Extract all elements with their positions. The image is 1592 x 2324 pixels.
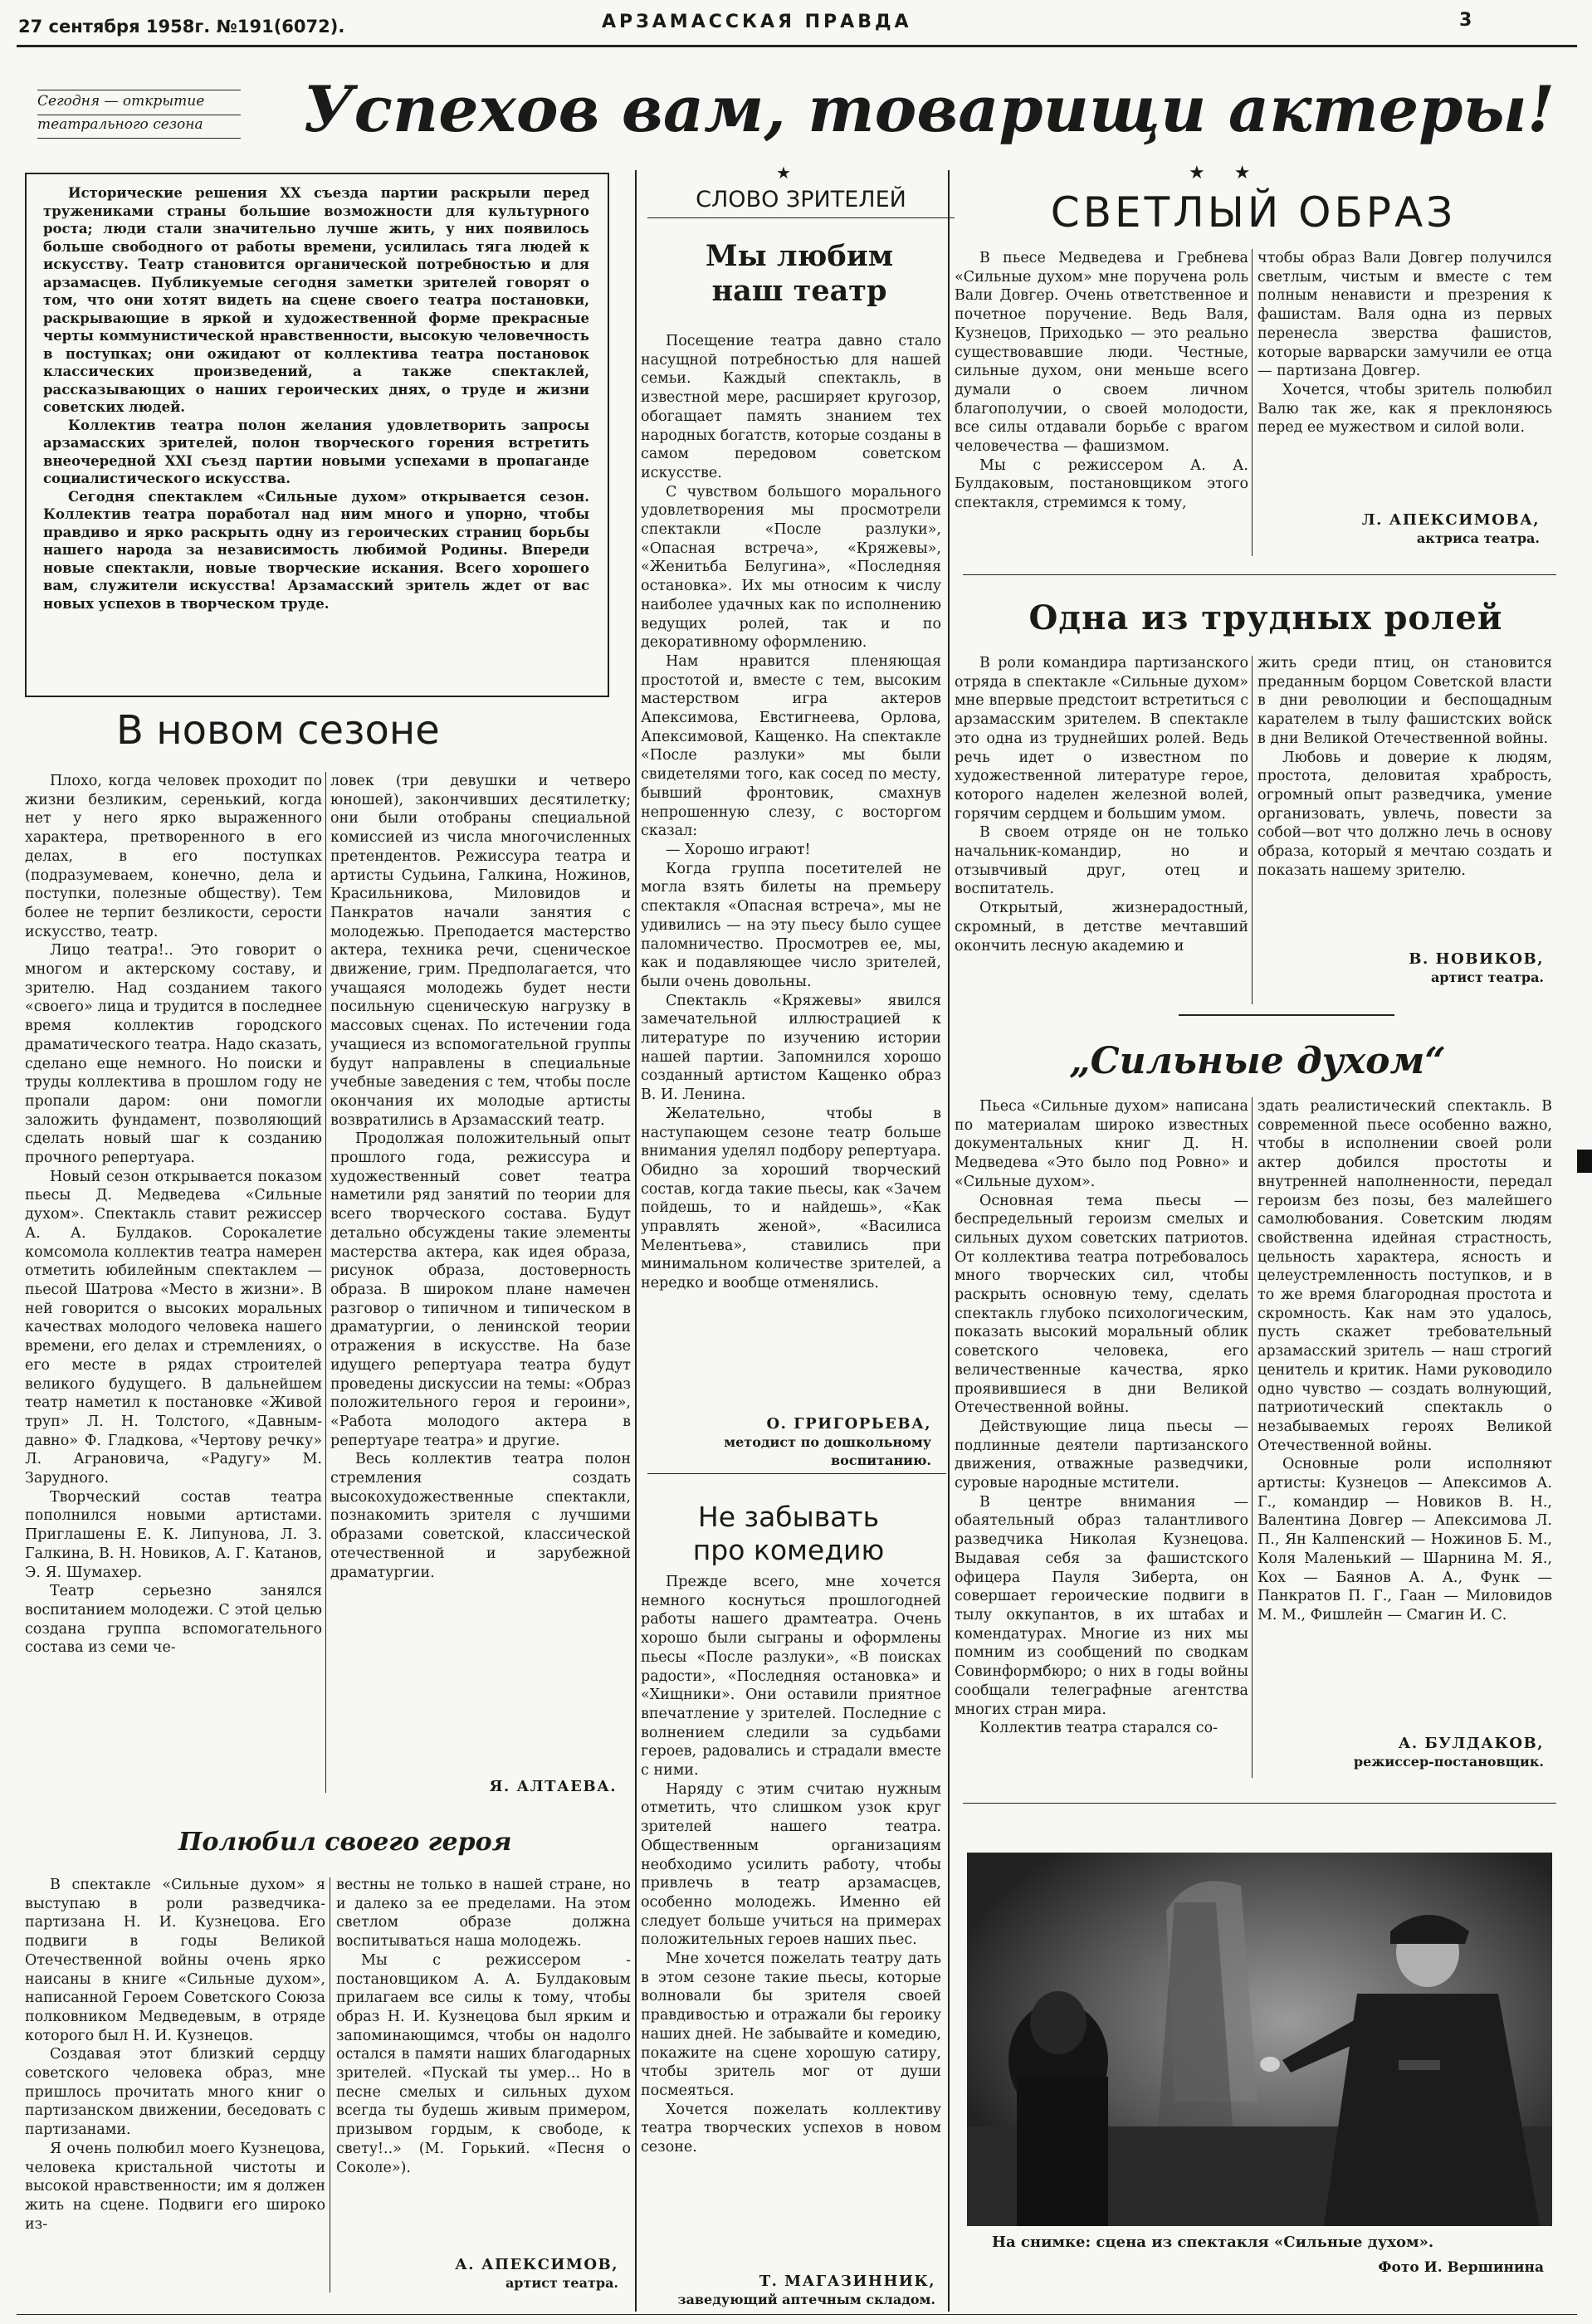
rubric-star-icon: ★: [776, 163, 791, 183]
author-name: Я. АЛТАЕВА.: [489, 1778, 617, 1795]
comedy-paragraph: Хочется пожелать коллективу театра творческих успехов в новом сезоне.: [641, 2101, 941, 2156]
bright-signature: [1257, 511, 1540, 548]
intro-paragraph: Коллектив театра полон желания удовлетворить запросы арзамасских зрителей, полон творческого горения встретить внеочередной XXI съезд партии новыми успехами в пропаганде социалистического искусства.: [43, 417, 589, 486]
hardrole-signature: [1257, 950, 1544, 987]
author-name: А. БУЛДАКОВ,: [1398, 1735, 1544, 1752]
viewers-paragraph: С чувством большого морального удовлетворения мы просмотрели спектакли «После разлуки», «Опасная встреча», «Кряжевы», «Женитьба Белугина», «Последняя остановка». Их мы относим к числу наиболее удачных как по исполнению ведущих ролей, так и по декоративному оформлению.: [641, 483, 941, 652]
viewers-paragraph: Желательно, чтобы в наступающем сезоне театр больше внимания уделял подбору репертуара. Обидно за хороший творческий состав, когда такие пьесы, как «Зачем пойдешь, то и найдешь», «Как управлять женой», «Василиса Мелентьева», ставились при минимальном количестве зрителей, а нередко и вообще отменялись.: [641, 1105, 941, 1292]
new-season-paragraph: Плохо, когда человек проходит по жизни безликим, серенький, когда нет у него ярко выраженного характера, претворенного в его делах, в его поступках (подразумеваем, конечно, дела и поступки, полезные обществу). Тем более не терпит безликости, серости искусство, театр.: [25, 773, 322, 940]
strong-title: „Сильные духом“: [1069, 1040, 1446, 1082]
column-rule: [635, 170, 637, 2312]
comedy-title-line: про комедию: [692, 1534, 885, 1566]
hero-paragraph: вестны не только в нашей стране, но и далеко за ее пределами. На этом светлом образе должна воспитываться наша молодежь.: [336, 1877, 631, 1950]
new-season-title: В новом сезоне: [116, 707, 440, 754]
bright-title: СВЕТЛЫЙ ОБРАЗ: [1050, 188, 1457, 237]
page-number: 3: [1459, 10, 1472, 31]
viewers-paragraph: Когда группа посетителей не могла взять билеты на премьеру спектакля «Опасная встреча», мы не удивились — на эту пьесу было сущее паломничество. Просмотрев ее, мы, как и подавляющее число зрителей, были очень довольны.: [641, 860, 941, 990]
hero-title: Полюбил своего героя: [178, 1828, 512, 1857]
new-season-paragraph: Продолжая положительный опыт прошлого года, режиссура и художественный совет театра наметили ряд занятий по теории для всего творческого состава. Будут детально обсуждены такие элементы мастерства актера, как идея образа, рисунок образа, достоверность образа. В широком плане намечен разговор о типичном и типическом в драматургии, о ленинской теории отражения в искусстве. На базе идущего репертуара театра будут проведены дискуссии на темы: «Образ положительного героя и героини», «Работа молодого актера в репертуаре театра» и другие.: [330, 1130, 631, 1449]
intro-paragraph: Исторические решения XX съезда партии раскрыли перед тружениками страны большие возможности для культурного роста; люди стали значительно лучше жить, у них появилось больше свободного от работы времени, усилилась тяга людей к искусству. Театр становится органической потребностью и для арзамасцев. Публикуемые сегодня заметки зрителей говорят о том, что они хотят видеть на сцене своего театра постановки, раскрывающие в яркой и художественной форме прекрасные черты коммунистической нравственности, высокую человечность в поступках; они ожидают от коллектива театра постановок классических произведений, а также спектаклей, рассказывающих о наших героических днях, о труде и жизни советских людей.: [43, 185, 589, 415]
author-name: Л. АПЕКСИМОВА,: [1361, 511, 1540, 529]
bright-col2: [1257, 249, 1552, 515]
new-season-paragraph: Лицо театра!.. Это говорит о многом и актерскому составу, и зрителю. Над созданием такого «своего» лица и трудится в последнее время коллектив городского драматического театра. Надо сказать, сделано еще немного. Но поиски и труды коллектива в прошлом году не пропали даром: они помогли заложить фундамент, позволяющий сделать новый шаг к созданию прочного репертуара.: [25, 942, 322, 1167]
new-season-col2: [330, 772, 631, 1768]
viewers-paragraph: — Хорошо играют!: [666, 841, 811, 858]
author-role: заведующий аптечным складом.: [677, 2292, 935, 2307]
hardrole-paragraph: жить среди птиц, он становится преданным борцом Советской власти в дни революции и беспощадным карателем в тылу фашистских войск в дни Великой Отечественной войны.: [1257, 655, 1552, 747]
column-rule: [325, 772, 326, 1793]
comedy-signature: [641, 2273, 935, 2309]
section-rule: [647, 1473, 946, 1474]
author-role: артист театра.: [1430, 969, 1544, 985]
new-season-col1: [25, 772, 322, 1801]
hero-col2: [336, 1876, 631, 2233]
main-headline: Успехов вам, товарищи актеры!: [303, 72, 1555, 146]
kicker: [37, 90, 241, 136]
hardrole-paragraph: Открытый, жизнерадостный, скромный, в детстве мечтавший окончить лесную академию и: [955, 900, 1248, 954]
kicker-line: театрального сезона: [37, 116, 203, 133]
viewers-signature: [641, 1415, 931, 1470]
viewers-title: Мы любим наш театр: [705, 239, 894, 308]
hero-paragraph: В спектакле «Сильные духом» я выступаю в роли разведчика-партизана Н. И. Кузнецова. Его подвиги в годы Великой Отечественной войны очень ярко наисаны в книге «Сильные духом», написанной Героем Советского Союза полковником Медведевым, в отряде которого был Н. И. Кузнецов.: [25, 1877, 325, 2044]
strong-paragraph: Действующие лица пьесы — подлинные деятели партизанского движения, отважные разведчики, суровые народные мстители.: [955, 1418, 1248, 1492]
stage-photo: [967, 1853, 1552, 2226]
comedy-paragraph: Прежде всего, мне хочется немного коснуться прошлогодней работы нашего драмтеатра. Очень хорошо были сыграны и оформлены пьесы «После разлуки», «В поисках радости», «Последняя остановка» и «Хищники». Они оставили приятное впечатление у зрителей. Последние с волнением следили за судьбами героев, радовались и страдали вместе с ними.: [641, 1574, 941, 1780]
author-role: артист театра.: [505, 2275, 618, 2291]
bright-col1: [955, 249, 1248, 556]
comedy-paragraph: Мне хочется пожелать театру дать в этом сезоне такие пьесы, которые волновали бы зрителя своей правдивостью и отражали бы героику наших дней. Не забывайте и комедию, покажите на сцене хорошую сатиру, чтобы зритель мог от души посмеяться.: [641, 1950, 941, 2099]
hardrole-col1: [955, 654, 1248, 1011]
strong-paragraph: здать реалистический спектакль. В современной пьесе особенно важно, чтобы в исполнении своей роли актер добился простоты и внутренней наполненности, передал героизм без позы, без малейшего самолюбования. Советским людям свойственна идейная страстность, цельность характера, ясность и целеустремленность поступков, и в то же время благородная простота и скромность. Как нам это удалось, пусть скажет требовательный арзамасский зритель — наш строгий ценитель и критик. Нами руководило одно чувство — создать волнующий, патриотический спектакль о незабываемых героях Великой Отечественной войны.: [1257, 1098, 1552, 1454]
viewers-paragraph: Посещение театра давно стало насущной потребностью для нашей семьи. Каждый спектакль, в известной мере, расширяет кругозор, обогащает память знанием тех народных богатств, которые созданы в самом передовом советском искусстве.: [641, 333, 941, 481]
author-role: методист по дошкольному воспитанию.: [724, 1434, 931, 1468]
bright-paragraph: В пьесе Медведева и Гребнева «Сильные духом» мне поручена роль Вали Довгер. Очень ответственное и почетное поручение. Ведь Валя, Кузнецов, Приходько — это реально существовавшие люди. Честные, сильные духом, они меньше всего думали о своем личном благополучии, о своей молодости, все силы отдавали борьбе с врагом человечества — фашизмом.: [955, 250, 1248, 456]
comedy-title: [647, 1501, 930, 1567]
strong-col2: [1257, 1097, 1552, 1728]
column-rule: [1252, 249, 1253, 556]
author-role: актриса театра.: [1416, 530, 1540, 546]
column-rule: [948, 170, 950, 2312]
kicker-line: Сегодня — открытие: [37, 93, 205, 110]
new-season-paragraph: Весь коллектив театра полон стремления создать высокохудожественные спектакли, познакомить зрителя с лучшими образами советской, классической отечественной и зарубежной драматургии.: [330, 1451, 631, 1581]
new-season-paragraph: Творческий состав театра пополнился новыми артистами. Приглашены Е. К. Липунова, Л. З. Галкина, В. Н. Новиков, А. Г. Катанов, Э. Я. Шумахер.: [25, 1488, 322, 1581]
strong-paragraph: Основные роли исполняют артисты: Кузнецов — Апексимов А. Г., командир — Новиков В. Н., Валентина Довгер — Апексимова Л. П., Ян Калпенский — Ножинов Б. М., Коля Маленький — Шарнина М. Я., Кох — Баянов А. А., Функ — Панкратов П. Г., Гаан — Миловидов М. М., Фишлейн — Смагин И. С.: [1257, 1456, 1552, 1623]
rubric-label: СЛОВО ЗРИТЕЛЕЙ: [696, 187, 906, 212]
viewers-paragraph: Нам нравится пленяющая простотой и, вместе с тем, высоким мастерством игра актеров Апексимова, Евстигнеева, Орлова, Апексимовой, Кащенко. На спектакле «После разлуки» мы были свидетелями того, как сосед по месту, бывший фронтовик, смахнув непрошенную слезу, с восторгом сказал:: [641, 652, 941, 840]
hardrole-col2: [1257, 654, 1552, 940]
new-season-paragraph: Новый сезон открывается показом пьесы Д. Медведева «Сильные духом». Спектакль ставит режиссер А. А. Булдаков. Сорокалетие комсомола коллектив театра намерен отметить юбилейным спектаклем — пьесой Шатрова «Место в жизни». В ней говорится о высоких моральных качествах молодого человека нашего времени, его делах и стремлениях, о его месте в рядах строителей великого будущего. В дальнейшем театр наметил к постановке «Живой труп» Л. Н. Толстого, «Давным-давно» Ф. Гладкова, «Чертову речку» Л. Аграновича, «Радугу» М. Зарудного.: [25, 1168, 322, 1487]
author-name: А. АПЕКСИМОВ,: [455, 2256, 618, 2273]
comedy-text: [641, 1573, 941, 2270]
hero-paragraph: Создавая этот близкий сердцу советского человека образ, мне пришлось прочитать много книг о партизанском движении, беседовать с партизанами.: [25, 2046, 325, 2139]
section-rule: [963, 1803, 1556, 1804]
page-bottom-rule: [17, 2314, 1577, 2315]
viewers-paragraph: Спектакль «Кряжевы» явился замечательной иллюстрацией к литературе по изучению истории нашей партии. Запомнился хорошо созданный артистом Кащенко образ В. И. Ленина.: [641, 992, 941, 1104]
column-rule: [1252, 656, 1253, 1004]
section-rule: [963, 574, 1556, 575]
photo-caption: На снимке: сцена из спектакля «Сильные духом».: [992, 2234, 1434, 2251]
margin-marker: [1577, 1150, 1592, 1173]
strong-col1: [955, 1097, 1248, 1786]
strong-paragraph: В центре внимания — обаятельный образ талантливого разведчика Николая Кузнецова. Выдавая себя за фашистского офицера Пауля Зиберта, он совершает героические подвиги в тылу оккупантов, в их штабах и комендатурах. Многие из них мы помним из сообщений по сводкам Совинформбюро; о них в годы войны сообщали телеграфные агентства многих стран мира.: [955, 1493, 1248, 1718]
issue-date: 27 сентября 1958г. №191(6072).: [18, 17, 345, 37]
intro-paragraph: Сегодня спектаклем «Сильные духом» открывается сезон. Коллектив театра поработал над ним много и упорно, чтобы правдиво и ярко раскрыть одну из героических страниц борьбы нашего народа за независимость любимой Родины. Впереди новые спектакли, новые творческие искания. Всего хорошего вам, служители искусства! Арзамасский зритель ждет от вас новых успехов в творческом труде.: [43, 488, 589, 612]
new-season-paragraph: ловек (три девушки и четверо юношей), закончивших десятилетку; они были отобраны специальной комиссией из числа многочисленных претендентов. Режиссура театра и артисты Судьина, Галкина, Ножинов, Красильникова, Миловидов и Панкратов начали занятия с молодежью. Преподается мастерство актера, техника речи, сценическое движение, грим. Предполагается, что учащаяся молодежь будет нести посильную сценическую нагрузку в массовых сценах. По истечении года учащиеся из вспомогательной группы будут направлены в специальные учебные заведения с тем, чтобы после окончания их молодые артисты возвратились в Арзамасский театр.: [330, 773, 631, 1129]
author-name: О. ГРИГОРЬЕВА,: [766, 1415, 931, 1433]
author-name: Т. МАГАЗИННИК,: [759, 2273, 935, 2290]
section-rule: [1179, 1014, 1394, 1016]
strong-paragraph: Основная тема пьесы — беспредельный героизм смелых и сильных духом советских патриотов. От коллектива театра потребовалось много творческих сил, чтобы раскрыть основную тему, сделать спектакль глубоко психологическим, показать высокий моральный облик советского человека, его величественные качества, ярко проявившиеся в дни Великой Отечественной войны.: [955, 1192, 1248, 1417]
hardrole-paragraph: В своем отряде он не только начальник-командир, но и отзывчивый друг, отец и воспитатель.: [955, 824, 1248, 898]
bright-paragraph: Хочется, чтобы зритель полюбил Валю так же, как я преклоняюсь перед ее мужеством и силой воли.: [1257, 381, 1552, 437]
new-season-paragraph: Театр серьезно занялся воспитанием молодежи. С этой целью создана группа вспомогательного состава из семи че-: [25, 1583, 322, 1657]
intro-text: [43, 184, 589, 613]
bright-paragraph: Мы с режиссером А. А. Булдаковым, постановщиком этого спектакля, стремимся к тому,: [955, 456, 1248, 512]
strong-paragraph: Пьеса «Сильные духом» написана по материалам широко известных документальных книг Д. Н. Медведева «Это было под Ровно» и «Сильные духом».: [955, 1098, 1248, 1190]
kicker-rule: [37, 138, 241, 139]
stage-photo-image: [967, 1853, 1552, 2226]
hardrole-paragraph: В роли командира партизанского отряда в спектакле «Сильные духом» мне впервые предстоит встретиться с арзамасским зрителем. В спектакле это одна из труднейших ролей. Ведь речь идет о известном по художественной литературе герое, которого наделен железной волей, горячим сердцем и большим умом.: [955, 655, 1248, 823]
hero-paragraph: Мы с режиссером - постановщиком А. А. Булдаковым прилагаем все силы к тому, чтобы образ Н. И. Кузнецова был ярким и запоминающимся, чтобы он надолго остался в памяти наших благодарных зрителей. «Пускай ты умер... Но в песне смелых и сильных духом всегда ты будешь живым примером, призывом гордым, к свободе, к свету!..» (М. Горький. «Песня о Соколе»).: [336, 1951, 631, 2176]
hardrole-paragraph: Любовь и доверие к людям, простота, деловитая храбрость, огромный опыт разведчика, умение организовать, увлечь, повести за собой—вот что должно лечь в основу образа, который я мечтаю создать и показать нашему зрителю.: [1257, 749, 1552, 879]
new-season-signature: [330, 1778, 617, 1796]
author-role: режиссер-постановщик.: [1353, 1754, 1544, 1770]
hero-paragraph: Я очень полюбил моего Кузнецова, человека кристальной чистоты и высокой нравственности; им я должен жить на сцене. Подвиги его широко из-: [25, 2140, 325, 2233]
hero-col1: [25, 1876, 325, 2307]
newspaper-name: АРЗАМАССКАЯ ПРАВДА: [602, 12, 912, 32]
rubric-rule: [647, 217, 955, 218]
hero-signature: [336, 2256, 618, 2292]
hardrole-title: Одна из трудных ролей: [1028, 598, 1503, 637]
strong-signature: [1257, 1735, 1544, 1771]
masthead-rule: [17, 45, 1577, 47]
strong-paragraph: Коллектив театра старался со-: [979, 1720, 1218, 1737]
viewers-text: [641, 332, 941, 1411]
photo-credit: Фото И. Вершинина: [1378, 2259, 1544, 2276]
column-rule: [1252, 1097, 1253, 1778]
comedy-paragraph: Наряду с этим считаю нужным отметить, что слишком узок круг зрителей нашего театра. Общественным организациям необходимо усилить работу, чтобы привлечь в театр арзамасцев, особенно молодежь. Именно ей следует больше учиться на примерах положительных героев наших пьес.: [641, 1780, 941, 1949]
bright-star-icons: ★ ★: [1189, 163, 1262, 183]
comedy-title-line: Не забывать: [697, 1501, 880, 1533]
bright-paragraph: чтобы образ Вали Довгер получился светлым, чистым и вместе с тем полным ненависти и презрения к фашистам. Валя одна из первых перенесла зверства фашистов, которые варварски замучили ее отца — партизана Довгер.: [1257, 250, 1552, 380]
author-name: В. НОВИКОВ,: [1409, 950, 1544, 968]
